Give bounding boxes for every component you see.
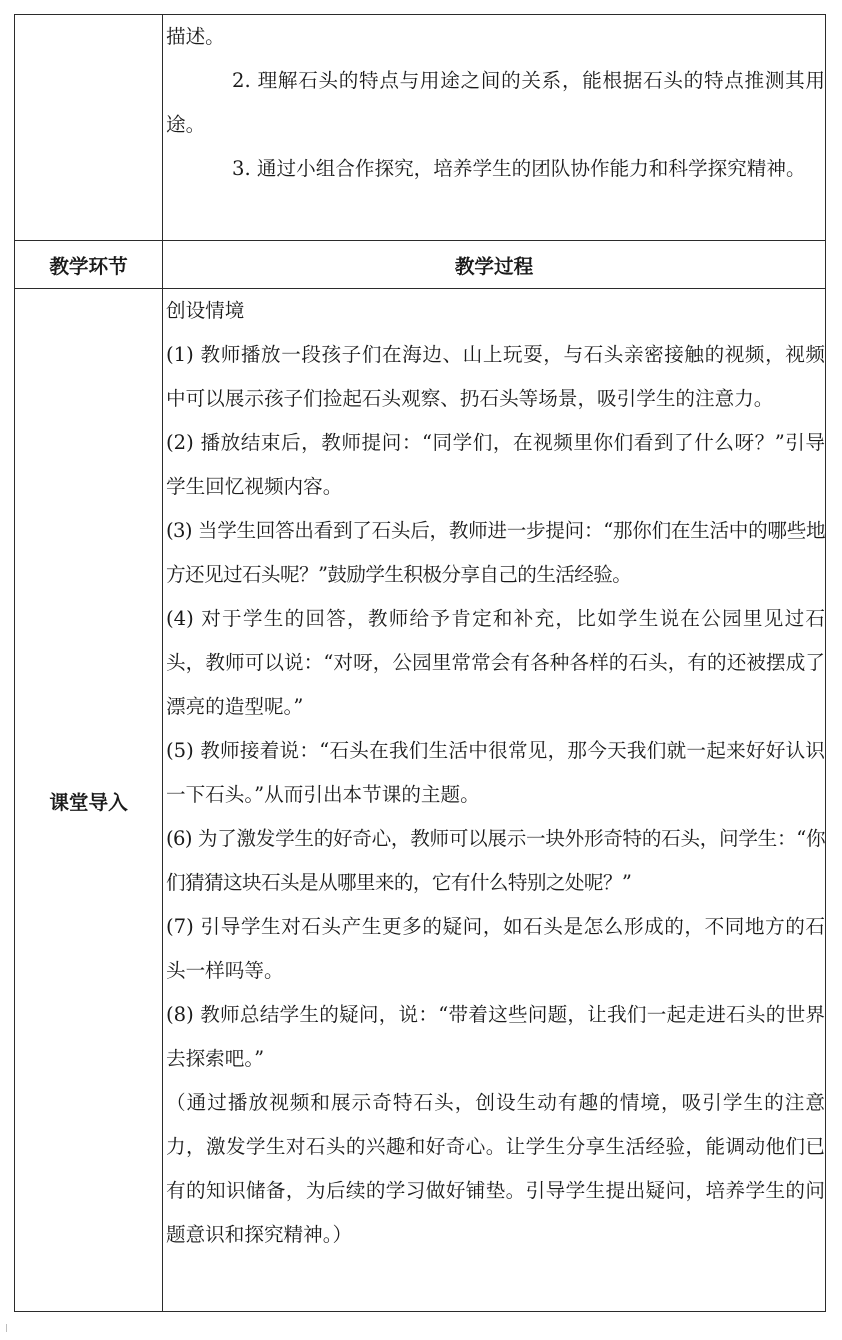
header-row — [15, 241, 826, 289]
objectives-row — [15, 15, 826, 241]
objectives-content-cell — [163, 15, 826, 241]
section-note: （通过播放视频和展示奇特石头，创设生动有趣的情境，吸引学生的注意力，激发学生对石头的兴趣和好奇心。让学生分享生活经验，能调动他们已有的知识储备，为后续的学习做好铺垫。引导学生提出疑问，培养学生的问题意识和探究精神。） — [166, 1091, 825, 1246]
page-corner-mark — [6, 1324, 15, 1332]
step-2: (2) 播放结束后，教师提问：“同学们，在视频里你们看到了什么呀？”引导学生回忆视频内容。 — [166, 431, 825, 498]
objective-item-3: 3. 通过小组合作探究，培养学生的团队协作能力和科学探究精神。 — [232, 157, 806, 180]
section-heading: 创设情境 — [166, 299, 245, 322]
section-row — [15, 289, 826, 1312]
step-7: (7) 引导学生对石头产生更多的疑问，如石头是怎么形成的，不同地方的石头一样吗等。 — [166, 915, 825, 982]
objective-item-2: 2. 理解石头的特点与用途之间的关系，能根据石头的特点推测其用途。 — [166, 69, 825, 136]
objectives-label-cell — [15, 15, 163, 241]
step-4: (4) 对于学生的回答，教师给予肯定和补充，比如学生说在公园里见过石头，教师可以说：“对呀，公园里常常会有各种各样的石头，有的还被摆成了漂亮的造型呢。” — [166, 607, 825, 718]
step-6: (6) 为了激发学生的好奇心，教师可以展示一块外形奇特的石头，问学生：“你们猜猜这块石头是从哪里来的，它有什么特别之处呢？” — [166, 827, 825, 894]
step-5: (5) 教师接着说：“石头在我们生活中很常见，那今天我们就一起来好好认识一下石头。”从而引出本节课的主题。 — [166, 739, 825, 806]
lesson-plan-table — [14, 14, 826, 1312]
objective-line-continued: 描述。 — [166, 25, 225, 48]
step-1: (1) 教师播放一段孩子们在海边、山上玩耍，与石头亲密接触的视频，视频中可以展示孩子们捡起石头观察、扔石头等场景，吸引学生的注意力。 — [166, 343, 825, 410]
section-label: 课堂导入 — [15, 289, 163, 1312]
header-teaching-process: 教学过程 — [163, 241, 826, 289]
section-content-cell — [163, 289, 826, 1312]
step-8: (8) 教师总结学生的疑问，说：“带着这些问题，让我们一起走进石头的世界去探索吧。” — [166, 1003, 825, 1070]
header-teaching-stage: 教学环节 — [15, 241, 163, 289]
step-3: (3) 当学生回答出看到了石头后，教师进一步提问：“那你们在生活中的哪些地方还见过石头呢？”鼓励学生积极分享自己的生活经验。 — [166, 519, 825, 586]
